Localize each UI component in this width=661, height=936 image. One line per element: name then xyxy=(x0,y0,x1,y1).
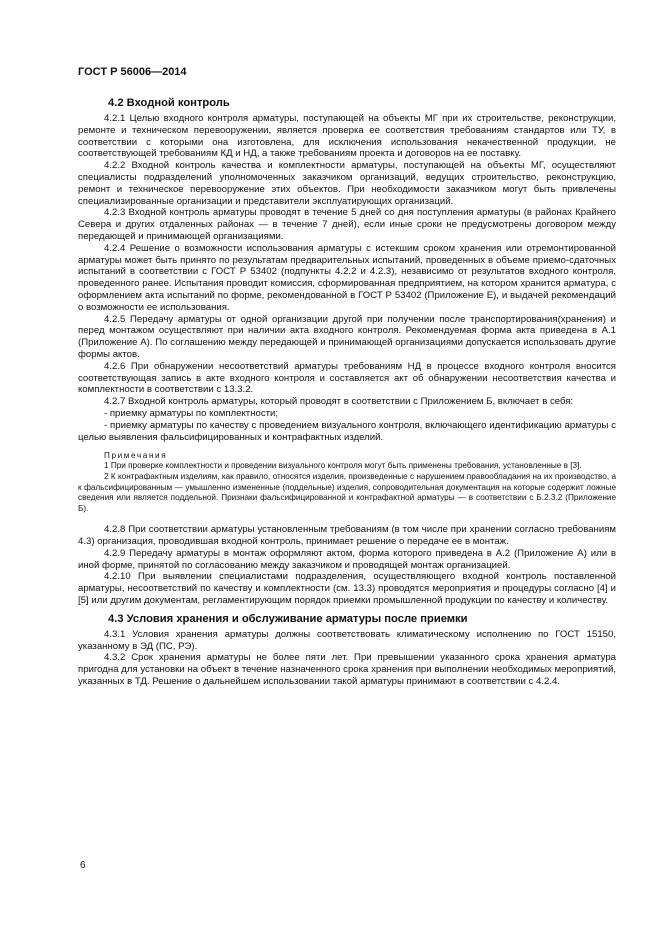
paragraph-4-2-9: 4.2.9 Передачу арматуры в монтаж оформляют актом, форма которого приведена в А.2 (Приложение А) или в иной форме, принятой по согласованию между заказчиком и проводящей монтаж организацией. xyxy=(78,547,616,571)
paragraph-4-3-1: 4.3.1 Условия хранения арматуры должны соответствовать климатическому исполнению по ГОСТ 15150, указанному в ЭД (ПС, РЭ). xyxy=(78,628,616,652)
paragraph-4-2-8: 4.2.8 При соответствии арматуры установленным требованиям (в том числе при хранении согласно требованиям 4.3) организация, проводившая входной контроль, принимает решение о передаче ее в монтаж. xyxy=(78,524,616,548)
section-4-3-title: 4.3 Условия хранения и обслуживание арматуры после приемки xyxy=(108,612,468,625)
paragraph-4-2-7: 4.2.7 Входной контроль арматуры, который проводят в соответствии с Приложением Б, включает в себя: xyxy=(104,396,574,408)
page-number: 6 xyxy=(80,860,86,871)
list-item: - приемку арматуры по комплектности; xyxy=(104,407,279,419)
document-header: ГОСТ Р 56006—2014 xyxy=(78,66,187,78)
document-page xyxy=(78,66,616,688)
paragraph-4-3-2: 4.3.2 Срок хранения арматуры не более пяти лет. При превышении указанного срока хранения арматура пригодна для установки на объект в течение назначенного срока хранения при выполнении необходимых мероприятий, указанных в ТД. Решение о дальнейшем использовании такой арматуры принимают в соответствии с 4.2.4. xyxy=(78,652,616,688)
notes-title: Примечания xyxy=(104,451,168,461)
section-4-2-title: 4.2 Входной контроль xyxy=(108,97,230,109)
paragraph-4-2-2: 4.2.2 Входной контроль качества и комплектности арматуры, поступающей на объекты МГ, осуществляют специалисты подразделений уполномоченных заказчиком организаций, ведущих строительство, реконструкцию, ремонт и техническое перевооружение этих объектов. При необходимости заказчиком могут быть привлечены специализированные организации и представители эксплуатирующих организаций. xyxy=(78,160,616,207)
section-4-2-body-continued xyxy=(78,524,616,607)
paragraph-4-2-3: 4.2.3 Входной контроль арматуры проводят в течение 5 дней со дня поступления арматуры (в районах Крайнего Севера и других отдаленных районах — в течение 7 дней), если иные сроки не предусмотрены договором между передающей и принимающей организациями. xyxy=(78,207,616,242)
note-2: 2 К контрафактным изделиям, как правило, относятся изделия, произведенные с нарушением правообладания на их производство, а к фальсифицированным — умышленно измененные (поддельные) изделия, сопроводительная документация на которые содержит ложные сведения или является поддельной. Признаки фальсифицированной и контрафактной арматуры — в соответствии с Б.2.3.2 (Приложение Б). xyxy=(78,471,616,513)
section-4-2-body xyxy=(78,113,616,443)
section-4-3-body xyxy=(78,629,616,688)
note-1: 1 При проверке комплектности и проведении визуального контроля могут быть применены требования, установленные в [3]. xyxy=(104,461,582,471)
list-item: - приемку арматуры по качеству с проведением визуального контроля, включающего идентификацию арматуры с целью выявления фальсифицированных и контрафактных изделий. xyxy=(78,419,616,443)
paragraph-4-2-1: 4.2.1 Целью входного контроля арматуры, поступающей на объекты МГ при их строительстве, реконструкции, ремонте и техническом перевооружении, является проверка ее соответствия требованиям стандартов или ТУ, в соответствии с которыми она изготовлена, для исключения использования некачественной продукции, не соответствующей требованиям КД и НД, а также требованиям проекта и договоров на ее поставку. xyxy=(78,113,616,160)
paragraph-4-2-5: 4.2.5 Передачу арматуры от одной организации другой при получении после транспортирования(хранения) и перед монтажом осуществляют при наличии акта входного контроля. Рекомендуемая форма акта приведена в А.1 (Приложение А). По соглашению между передающей и принимающей организациями допускается использовать другие формы актов. xyxy=(78,313,616,360)
notes-block xyxy=(78,451,616,514)
paragraph-4-2-6: 4.2.6 При обнаружении несоответствий арматуры требованиям НД в процессе входного контроля вносится соответствующая запись в акте входного контроля и составляется акт об обнаружении несоответствия качества и комплектности в соответствии с 13.3.2. xyxy=(78,360,616,396)
paragraph-4-2-10: 4.2.10 При выявлении специалистами подразделения, осуществляющего входной контроль поставленной арматуры, несоответствий по качеству и комплектности (см. 13.3) проводятся мероприятия и процедуры согласно [4] и [5] или другим документам, регламентирующим порядок приемки промышленной продукции по качеству и количеству. xyxy=(78,571,616,607)
paragraph-4-2-4: 4.2.4 Решение о возможности использования арматуры с истекшим сроком хранения или отремонтированной арматуры может быть принято по результатам предварительных испытаний, проведенных в объеме приемо-сдаточных испытаний в соответствии с ГОСТ Р 53402 (подпункты 4.2.2 и 4.2.3), независимо от результатов входного контроля, проведенного ранее. Испытания проводит комиссия, сформированная предприятием, на котором хранится арматура, с оформлением акта испытаний по форме, рекомендованной в ГОСТ Р 53402 (Приложение Е), и выдачей рекомендаций о возможности ее использования. xyxy=(78,242,616,313)
